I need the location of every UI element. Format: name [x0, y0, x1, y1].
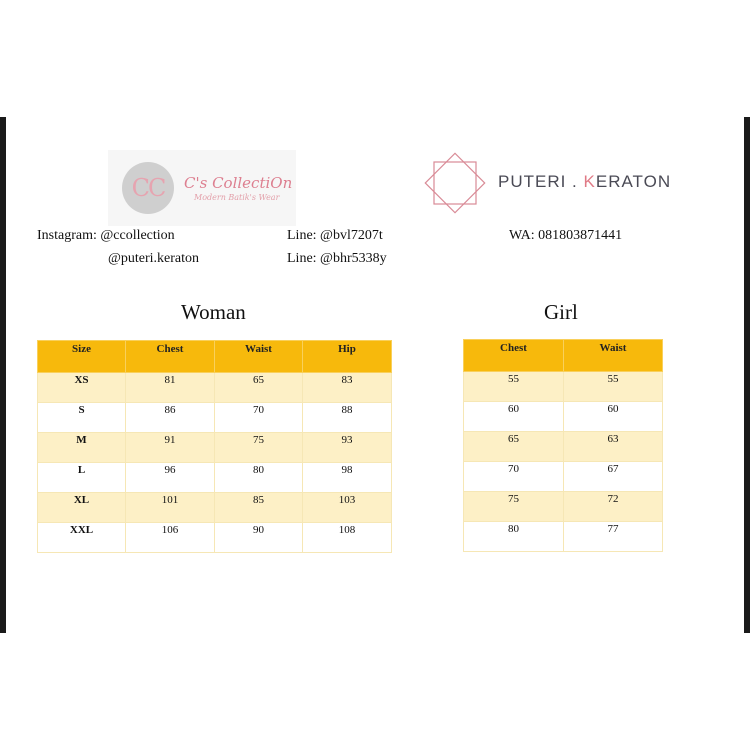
size-cell: L	[38, 463, 126, 493]
diamond-icon	[420, 148, 490, 218]
instagram-contact-2: @puteri.keraton	[108, 251, 200, 266]
hip-cell: 108	[303, 523, 392, 553]
size-cell: XL	[38, 493, 126, 523]
table-row	[464, 432, 663, 462]
chest-cell: 106	[126, 523, 215, 553]
cs-logo-tagline: Modern Batik's Wear	[194, 193, 280, 202]
cs-logo-mark: CC	[122, 162, 174, 214]
woman-header-waist: Waist	[215, 341, 303, 373]
instagram-contact-1: Instagram: @ccollection	[37, 228, 175, 243]
chest-cell: 86	[126, 403, 215, 433]
table-row	[464, 462, 663, 492]
waist-cell: 72	[564, 492, 663, 522]
woman-table-title: Woman	[181, 300, 246, 324]
puteri-keraton-wordmark: PUTERI . KERATON	[498, 172, 672, 191]
table-row	[38, 463, 392, 493]
waist-cell: 65	[215, 373, 303, 403]
girl-size-table	[463, 339, 663, 552]
chest-cell: 55	[464, 372, 564, 402]
waist-cell: 80	[215, 463, 303, 493]
girl-header-waist: Waist	[564, 340, 663, 372]
size-cell: XXL	[38, 523, 126, 553]
waist-cell: 90	[215, 523, 303, 553]
woman-size-table	[37, 340, 392, 553]
waist-cell: 70	[215, 403, 303, 433]
chest-cell: 80	[464, 522, 564, 552]
hip-cell: 98	[303, 463, 392, 493]
chest-cell: 65	[464, 432, 564, 462]
cs-collection-logo	[108, 150, 296, 226]
size-cell: M	[38, 433, 126, 463]
left-border-bar	[0, 117, 6, 633]
chest-cell: 101	[126, 493, 215, 523]
table-row	[464, 492, 663, 522]
table-row	[464, 522, 663, 552]
line-contact-2: Line: @bhr5338y	[287, 251, 387, 266]
table-row	[464, 372, 663, 402]
woman-table-header	[38, 341, 392, 373]
cs-logo-name: C's CollectiOn	[184, 174, 293, 192]
puteri-keraton-logo	[420, 148, 680, 218]
whatsapp-contact: WA: 081803871441	[509, 228, 623, 243]
chest-cell: 60	[464, 402, 564, 432]
size-cell: XS	[38, 373, 126, 403]
chest-cell: 81	[126, 373, 215, 403]
hip-cell: 88	[303, 403, 392, 433]
chest-cell: 75	[464, 492, 564, 522]
waist-cell: 75	[215, 433, 303, 463]
waist-cell: 63	[564, 432, 663, 462]
chest-cell: 70	[464, 462, 564, 492]
waist-cell: 85	[215, 493, 303, 523]
hip-cell: 103	[303, 493, 392, 523]
waist-cell: 67	[564, 462, 663, 492]
woman-header-chest: Chest	[126, 341, 215, 373]
table-row	[38, 403, 392, 433]
hip-cell: 83	[303, 373, 392, 403]
waist-cell: 77	[564, 522, 663, 552]
table-row	[38, 373, 392, 403]
girl-table-header	[464, 340, 663, 372]
woman-header-size: Size	[38, 341, 126, 373]
chest-cell: 96	[126, 463, 215, 493]
girl-header-chest: Chest	[464, 340, 564, 372]
girl-table-title: Girl	[544, 300, 578, 324]
waist-cell: 55	[564, 372, 663, 402]
chest-cell: 91	[126, 433, 215, 463]
table-row	[38, 433, 392, 463]
hip-cell: 93	[303, 433, 392, 463]
size-cell: S	[38, 403, 126, 433]
table-row	[38, 523, 392, 553]
line-contact-1: Line: @bvl7207t	[287, 228, 383, 243]
waist-cell: 60	[564, 402, 663, 432]
table-row	[38, 493, 392, 523]
woman-header-hip: Hip	[303, 341, 392, 373]
table-row	[464, 402, 663, 432]
right-border-bar	[744, 117, 750, 633]
